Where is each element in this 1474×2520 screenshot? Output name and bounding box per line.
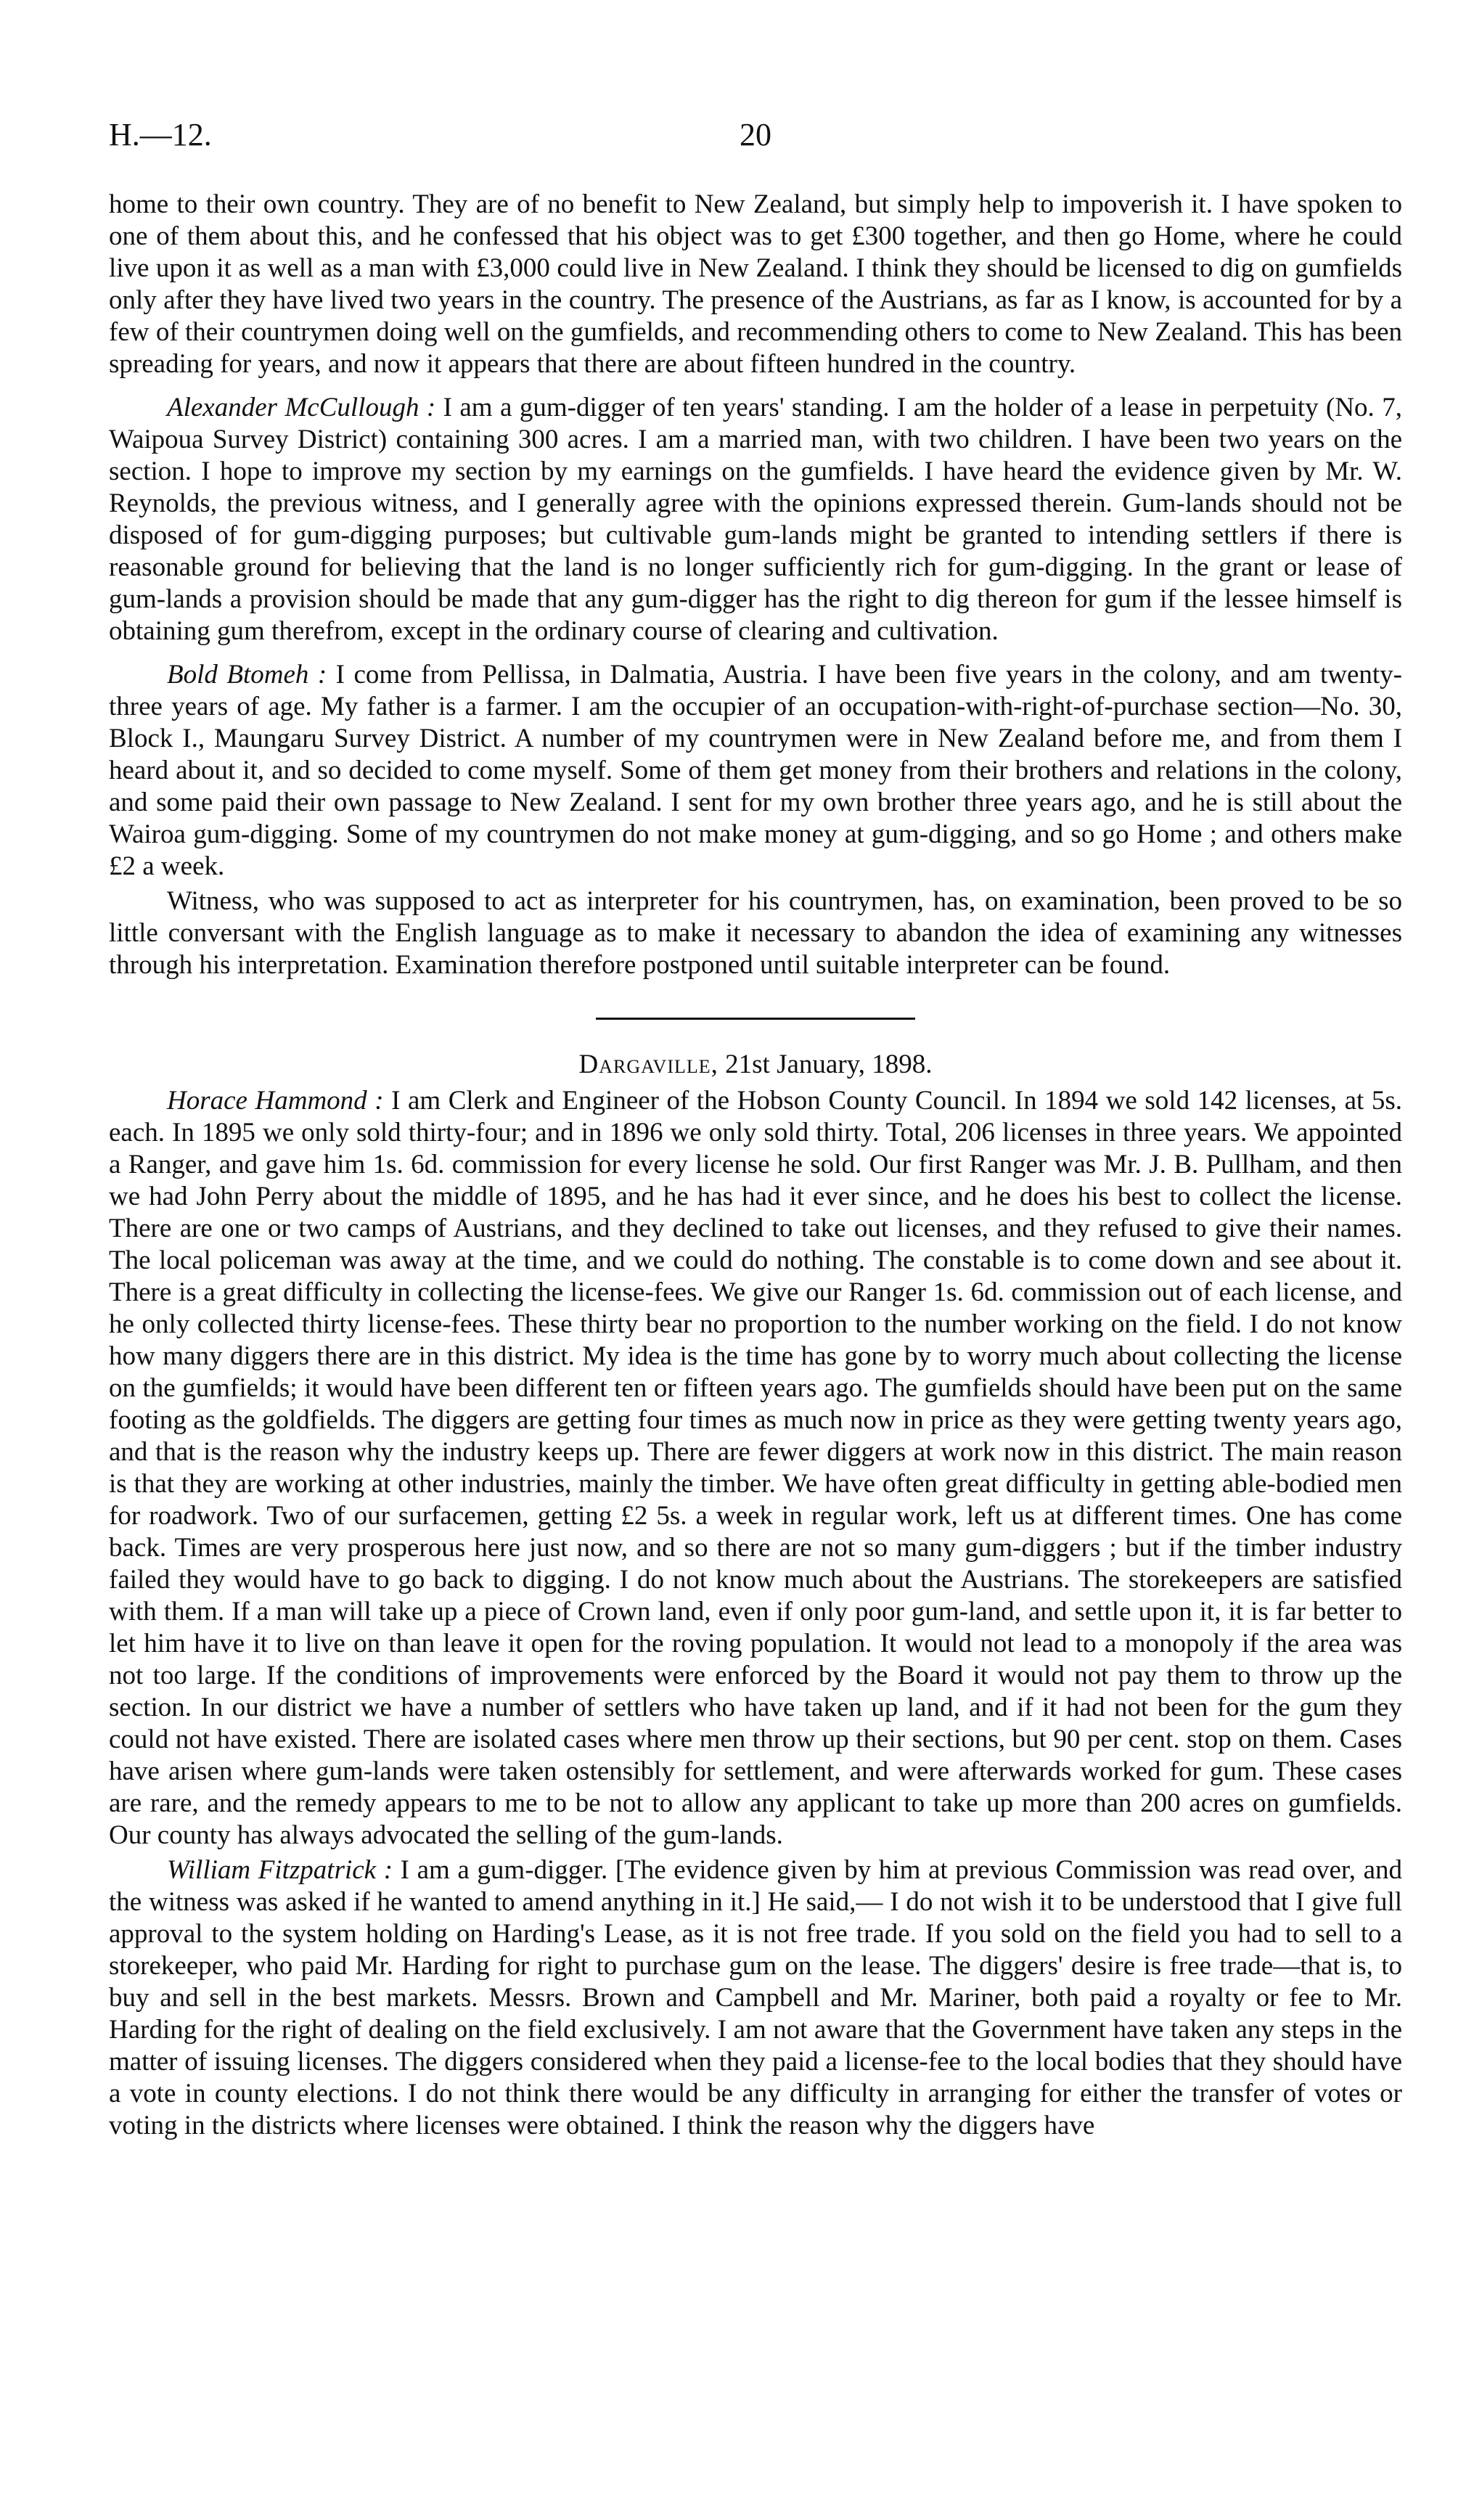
page-number: 20 bbox=[740, 117, 771, 152]
section-divider bbox=[596, 1018, 915, 1020]
speaker-name: William Fitzpatrick : bbox=[167, 1855, 393, 1885]
speaker-name: Horace Hammond : bbox=[167, 1086, 384, 1116]
testimony-hammond bbox=[109, 1085, 1402, 1852]
report-reference: H.—12. bbox=[109, 117, 212, 152]
dateline-date: 21st January, 1898. bbox=[725, 1050, 933, 1079]
dateline-place: Dargaville, bbox=[578, 1050, 718, 1079]
testimony-text: I come from Pellissa, in Dalmatia, Austria. I have been five years in the colony, and am twenty-three years of age. My father is a farmer. I am the occupier of an occupation-with-right-of-purchase section—No. 30, Block I., Maungaru Survey District. A number of my countrymen were in New Zealand before me, and from them I heard about it, and so decided to come myself. Some of them get money from their brothers and relations in the colony, and some paid their own passage to New Zealand. I sent for my own brother three years ago, and he is still about the Wairoa gum-digging. Some of my countrymen do not make money at gum-digging, and so go Home ; and others make £2 a week. bbox=[109, 660, 1402, 881]
testimony-btomeh bbox=[109, 659, 1402, 883]
dateline bbox=[109, 1049, 1402, 1081]
document-page bbox=[109, 116, 1402, 2142]
testimony-fitzpatrick bbox=[109, 1854, 1402, 2142]
running-header bbox=[109, 116, 1402, 160]
testimony-text: I am Clerk and Engineer of the Hobson County Council. In 1894 we sold 142 licenses, at 5s. each. In 1895 we only sold thirty-four; and in 1896 we only sold thirty. Total, 206 licenses in three years. We appointed a Ranger, and gave him 1s. 6d. commission for every license he sold. Our first Ranger was Mr. J. B. Pullham, and then we had John Perry about the middle of 1895, and he has had it ever since, and he does his best to collect the license. There are one or two camps of Austrians, and they declined to take out licenses, and they refused to give their names. The local policeman was away at the time, and we could do nothing. The constable is to come down and see about it. There is a great difficulty in collecting the license-fees. We give our Ranger 1s. 6d. commission out of each license, and he only collected thirty license-fees. These thirty bear no proportion to the number working on the field. I do not know how many diggers there are in this district. My idea is the time has gone by to worry much about collecting the license on the gumfields; it would have been different ten or fifteen years ago. The gumfields should have been put on the same footing as the goldfields. The diggers are getting four times as much now in price as they were getting twenty years ago, and that is the reason why the industry keeps up. There are fewer diggers at work now in this district. The main reason is that they are working at other industries, mainly the timber. We have often great difficulty in getting able-bodied men for roadwork. Two of our surfacemen, getting £2 5s. a week in regular work, left us at different times. One has come back. Times are very prosperous here just now, and so there are not so many gum-diggers ; but if the timber industry failed they would have to go back to digging. I do not know much about the Austrians. The storekeepers are satisfied with them. If a man will take up a piece of Crown land, even if only poor gum-land, and settle upon it, it is far better to let him have it to live on than leave it open for the roving population. It would not lead to a monopoly if the area was not too large. If the conditions of improvements were enforced by the Board it would not pay them to throw up the section. In our district we have a number of settlers who have taken up land, and if it had not been for the gum they could not have existed. There are isolated cases where men throw up their sections, but 90 per cent. stop on them. Cases have arisen where gum-lands were taken ostensibly for settlement, and were afterwards worked for gum. These cases are rare, and the remedy appears to me to be not to allow any applicant to take up more than 200 acres on gumfields. Our county has always advocated the selling of the gum-lands. bbox=[109, 1086, 1402, 1850]
interpreter-note: Witness, who was supposed to act as interpreter for his countrymen, has, on examination, been proved to be so little conversant with the English language as to make it necessary to abandon the idea of examining any witnesses through his interpretation. Examination therefore postponed until suitable interpreter can be found. bbox=[109, 886, 1402, 980]
speaker-name: Alexander McCullough : bbox=[167, 393, 436, 422]
testimony-text: I am a gum-digger of ten years' standing. I am the holder of a lease in perpetuity (No. 7, Waipoua Survey District) containing 300 acres. I am a married man, with two children. I have been two years on the section. I hope to improve my section by my earnings on the gumfields. I have heard the evidence given by Mr. W. Reynolds, the previous witness, and I generally agree with the opinions expressed therein. Gum-lands should not be disposed of for gum-digging purposes; but cultivable gum-lands might be granted to intending settlers if there is reasonable ground for believing that the land is no longer sufficiently rich for gum-digging. In the grant or lease of gum-lands a provision should be made that any gum-digger has the right to dig thereon for gum if the lessee himself is obtaining gum therefrom, except in the ordinary course of clearing and cultivation. bbox=[109, 393, 1402, 646]
testimony-mccullough bbox=[109, 392, 1402, 647]
testimony-text: I am a gum-digger. [The evidence given by him at previous Commission was read over, and the witness was asked if he wanted to amend anything in it.] He said,— I do not wish it to be understood that I give full approval to the system holding on Harding's Lease, as it is not free trade. If you sold on the field you had to sell to a storekeeper, who paid Mr. Harding for right to purchase gum on the lease. The diggers' desire is free trade—that is, to buy and sell in the best markets. Messrs. Brown and Campbell and Mr. Mariner, both paid a royalty or fee to Mr. Harding for the right of dealing on the field exclusively. I am not aware that the Government have taken any steps in the matter of issuing licenses. The diggers considered when they paid a license-fee to the local bodies that they should have a vote in county elections. I do not think there would be any difficulty in arranging for either the transfer of votes or voting in the districts where licenses were obtained. I think the reason why the diggers have bbox=[109, 1855, 1402, 2140]
paragraph-continuation: home to their own country. They are of no benefit to New Zealand, but simply help to impoverish it. I have spoken to one of them about this, and he confessed that his object was to get £300 together, and then go Home, where he could live upon it as well as a man with £3,000 could live in New Zealand. I think they should be licensed to dig on gumfields only after they have lived two years in the country. The presence of the Austrians, as far as I know, is accounted for by a few of their countrymen doing well on the gumfields, and recommending others to come to New Zealand. This has been spreading for years, and now it appears that there are about fifteen hundred in the country. bbox=[109, 189, 1402, 379]
speaker-name: Bold Btomeh : bbox=[167, 660, 327, 690]
body-text bbox=[109, 189, 1402, 2142]
